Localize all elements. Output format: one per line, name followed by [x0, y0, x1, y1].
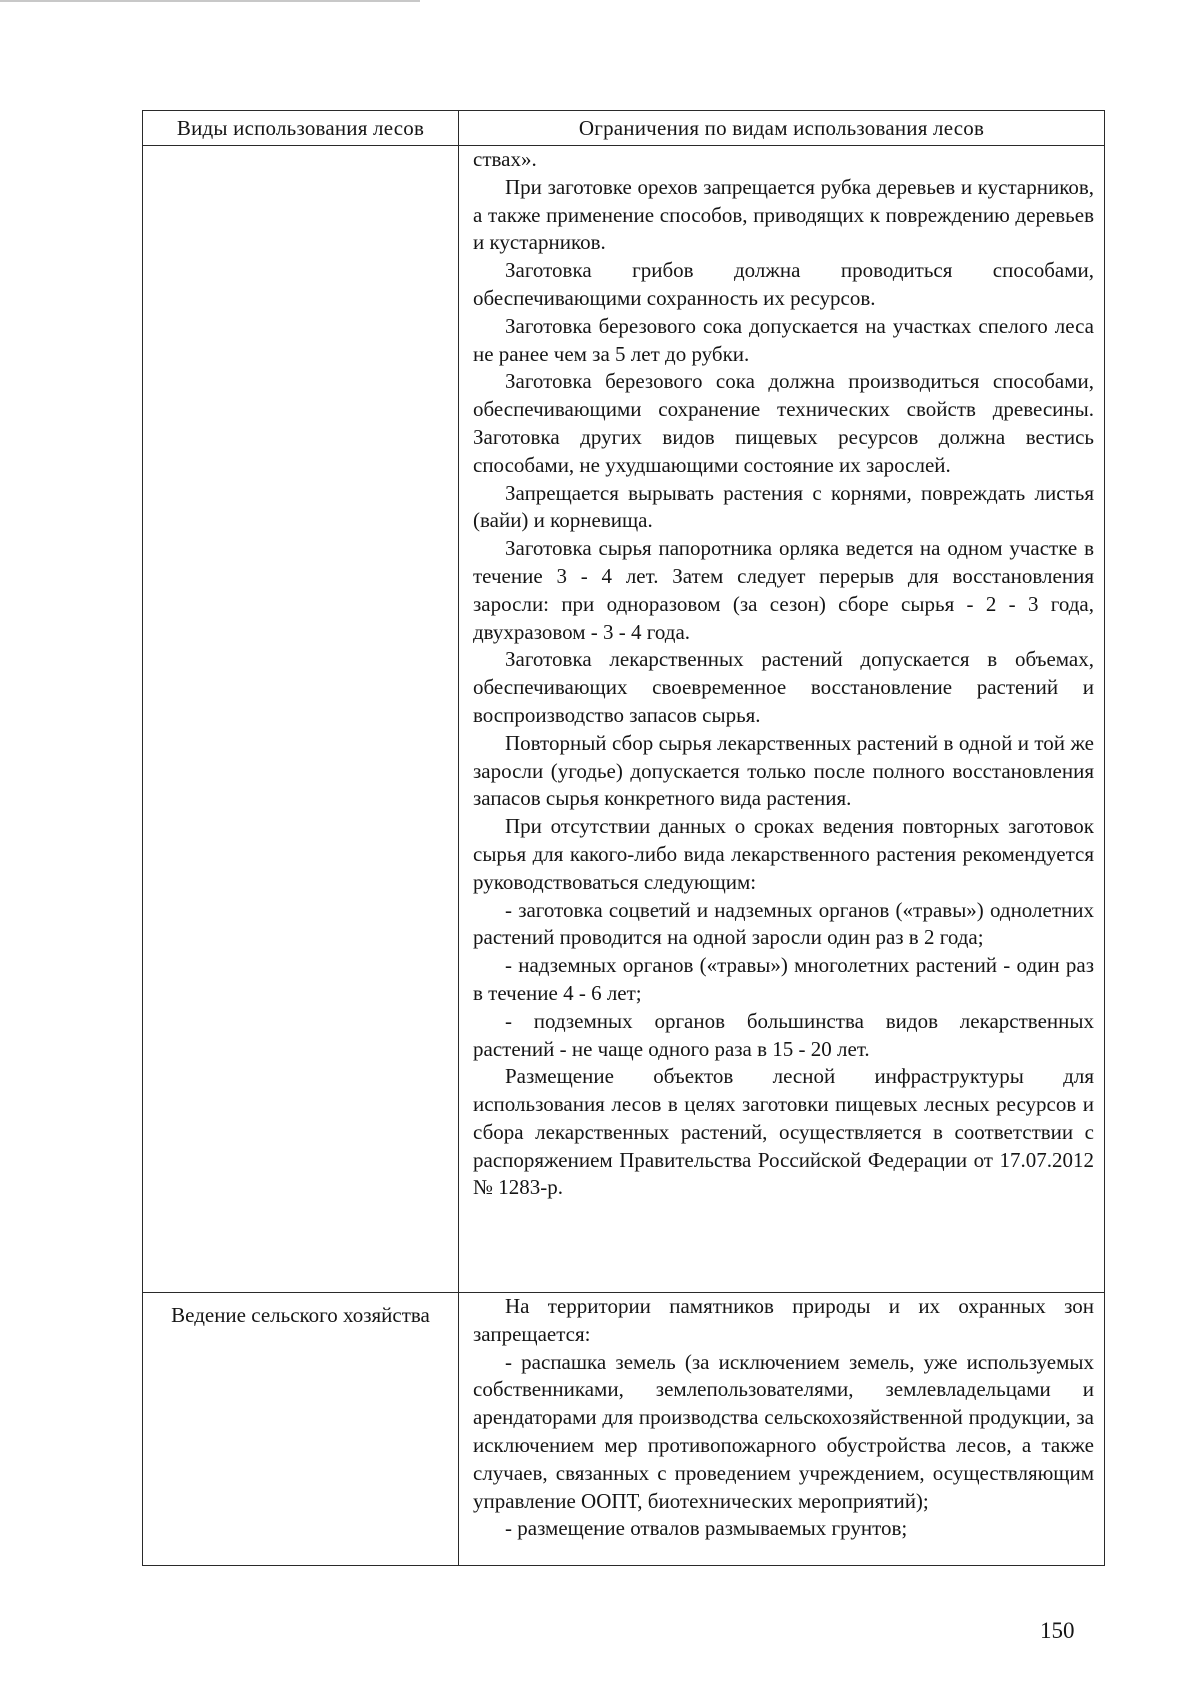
paragraph: На территории памятников природы и их охранных зон запрещается:	[473, 1294, 1094, 1346]
paragraph: Заготовка грибов должна проводиться способами, обеспечивающими сохранность их ресурсов.	[473, 258, 1094, 310]
list-item: - подземных органов большинства видов лекарственных растений - не чаще одного раза в 15 - 20 лет.	[473, 1008, 1094, 1061]
forest-use-type-cell: Ведение сельского хозяйства	[143, 1293, 459, 1566]
paragraph: Заготовка сырья папоротника орляка ведется на одном участке в течение 3 - 4 лет. Затем следует перерыв для восстановления заросли: при одноразовом (за сезон) сборе сырья - 2 - 3 года, двухразовом - 3 - 4 года.	[473, 536, 1094, 644]
list-item: - заготовка соцветий и надземных органов («травы») однолетних растений проводится на одной заросли один раз в 2 года;	[473, 897, 1094, 950]
header-forest-use-types: Виды использования лесов	[143, 111, 459, 146]
paragraph: Повторный сбор сырья лекарственных растений в одной и той же заросли (угодье) допускается только после полного восстановления запасов сырья конкретного вида растения.	[473, 730, 1094, 811]
paragraph: При заготовке орехов запрещается рубка деревьев и кустарников, а также применение способов, приводящих к повреждению деревьев и кустарников.	[473, 174, 1094, 255]
table-row	[143, 146, 1105, 1293]
paragraph: Заготовка лекарственных растений допускается в объемах, обеспечивающих своевременное восстановление растений и воспроизводство запасов сырья.	[473, 647, 1094, 727]
paragraph: ствах».	[473, 147, 537, 171]
paragraph: Запрещается вырывать растения с корнями, повреждать листья (вайи) и корневища.	[473, 480, 1094, 533]
restrictions-cell	[459, 146, 1105, 1293]
restrictions-cell	[459, 1293, 1105, 1566]
paragraph: Размещение объектов лесной инфраструктуры для использования лесов в целях заготовки пищевых лесных ресурсов и сбора лекарственных растений, осуществляется в соответствии с распоряжением Правительства Российской Федерации от 17.07.2012 № 1283-р.	[473, 1064, 1094, 1200]
header-restrictions: Ограничения по видам использования лесов	[459, 111, 1105, 146]
list-item: - надземных органов («травы») многолетних растений - один раз в течение 4 - 6 лет;	[473, 953, 1094, 1005]
table-header-row	[143, 111, 1105, 146]
forest-use-type-cell	[143, 146, 459, 1293]
paragraph: Заготовка березового сока должна производиться способами, обеспечивающими сохранение технических свойств древесины. Заготовка других видов пищевых ресурсов должна вестись способами, не ухудшающими состояние их зарослей.	[473, 369, 1094, 477]
paragraph: При отсутствии данных о сроках ведения повторных заготовок сырья для какого-либо вида лекарственного растения рекомендуется руководствоваться следующим:	[473, 814, 1094, 894]
list-item: - размещение отвалов размываемых грунтов;	[505, 1516, 908, 1541]
forest-use-restrictions-table	[142, 110, 1105, 1566]
page-number: 150	[1040, 1618, 1075, 1643]
scan-edge-line	[0, 0, 420, 2]
paragraph: Заготовка березового сока допускается на участках спелого леса не ранее чем за 5 лет до рубки.	[473, 313, 1094, 366]
table-row	[143, 1293, 1105, 1566]
list-item: - распашка земель (за исключением земель, уже используемых собственниками, землепользователями, землевладельцами и арендаторами для производства сельскохозяйственной продукции, за исключением мер противопожарного обустройства лесов, а также случаев, связанных с проведением учреждением, осуществляющим управление ООПТ, биотехнических мероприятий);	[473, 1349, 1094, 1513]
